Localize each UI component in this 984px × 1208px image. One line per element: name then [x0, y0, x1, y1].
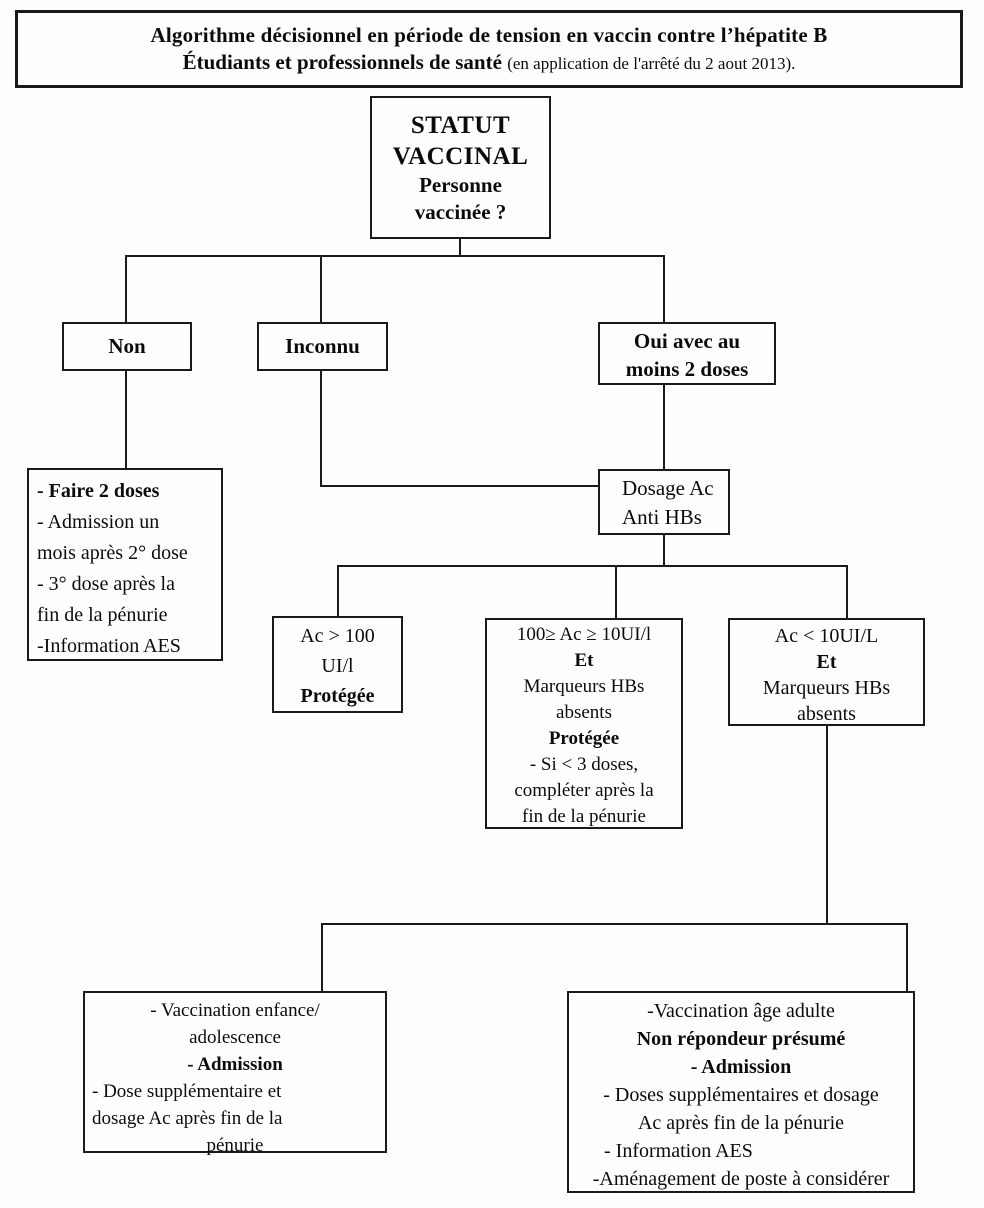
- connector-drop-ac-high: [337, 565, 339, 616]
- node-faire-2-doses: [27, 468, 223, 661]
- node-text: absents: [797, 703, 856, 725]
- node-text: Et: [816, 651, 837, 673]
- title-box: [15, 10, 963, 88]
- node-text: Oui avec au: [633, 329, 741, 353]
- node-dosage-ac-anti-hbs: [598, 469, 730, 535]
- node-text: Anti HBs: [622, 505, 702, 529]
- node-text: STATUT: [410, 112, 511, 139]
- node-text: -Information AES: [37, 635, 181, 657]
- node-text: - Dose supplémentaire et: [92, 1081, 282, 1102]
- connector-inconnu-to-dosage: [320, 485, 600, 487]
- node-text: Personne: [419, 173, 502, 197]
- node-text: VACCINAL: [392, 143, 529, 170]
- page-subtitle: [183, 50, 796, 75]
- node-text: 100≥ Ac ≥ 10UI/l: [516, 624, 652, 645]
- node-text: Non répondeur présumé: [636, 1028, 846, 1050]
- node-vaccination-enfance: [83, 991, 387, 1156]
- connector-level4-hbar: [321, 923, 908, 925]
- connector-drop-ac-mid: [615, 565, 617, 618]
- node-text: - Doses supplémentaires et dosage: [603, 1084, 879, 1106]
- connector-oui-to-dosage: [663, 384, 665, 469]
- node-text: adolescence: [189, 1027, 281, 1048]
- node-text: - 3° dose après la: [37, 573, 175, 595]
- node-inconnu: Inconnu: [257, 322, 388, 371]
- connector-inconnu-down: [320, 370, 322, 487]
- connector-drop-oui: [663, 255, 665, 322]
- node-text: Protégée: [548, 728, 620, 749]
- node-text: moins 2 doses: [625, 357, 749, 381]
- connector-drop-adult: [906, 923, 908, 991]
- node-text: Marqueurs HBs: [762, 677, 891, 699]
- node-text: UI/l: [321, 655, 354, 677]
- connector-drop-non: [125, 255, 127, 322]
- page-title: Algorithme décisionnel en période de tension en vaccin contre l’hépatite B: [150, 23, 828, 47]
- node-text: -Vaccination âge adulte: [647, 1000, 835, 1022]
- node-text: Ac après fin de la pénurie: [637, 1112, 844, 1134]
- node-text: Marqueurs HBs: [523, 676, 645, 697]
- node-text: mois après 2° dose: [37, 542, 188, 564]
- connector-level3-hbar: [337, 565, 848, 567]
- node-text: vaccinée ?: [414, 200, 507, 224]
- node-ac-sup-100: [272, 616, 403, 713]
- node-text: pénurie: [206, 1135, 264, 1156]
- node-non: Non: [62, 322, 192, 371]
- node-text: - Information AES: [604, 1140, 753, 1162]
- node-text: Et: [574, 650, 594, 671]
- node-text: Dosage Ac: [622, 476, 714, 500]
- node-ac-10-100: [485, 618, 683, 829]
- connector-drop-ac-low: [846, 565, 848, 618]
- node-text: compléter après la: [514, 780, 654, 801]
- node-ac-inf-10: [728, 618, 925, 726]
- connector-drop-inconnu: [320, 255, 322, 322]
- node-text: fin de la pénurie: [37, 604, 168, 626]
- node-text: Protégée: [300, 685, 375, 707]
- node-text: - Vaccination enfance/: [150, 1000, 320, 1021]
- node-text: absents: [556, 702, 612, 723]
- connector-level1-hbar: [125, 255, 665, 257]
- node-text: fin de la pénurie: [522, 806, 646, 827]
- node-text: - Si < 3 doses,: [529, 754, 639, 775]
- connector-non-to-faire: [125, 370, 127, 468]
- node-text: Ac < 10UI/L: [774, 625, 879, 647]
- subtitle-parenthetical: (en application de l'arrêté du 2 aout 2013).: [507, 54, 796, 73]
- connector-drop-childhood: [321, 923, 323, 991]
- connector-dosage-stem: [663, 534, 665, 567]
- node-oui-2-doses: [598, 322, 776, 385]
- node-text: - Admission: [690, 1056, 792, 1078]
- node-text: dosage Ac après fin de la: [92, 1108, 283, 1129]
- connector-root-stem: [459, 237, 461, 257]
- subtitle-main: Étudiants et professionnels de santé: [182, 50, 502, 74]
- connector-ac-low-stem: [826, 725, 828, 925]
- node-text: - Admission un: [37, 511, 160, 533]
- node-text: -Aménagement de poste à considérer: [592, 1168, 890, 1190]
- node-statut-vaccinal: [370, 96, 551, 239]
- node-vaccination-adulte: [567, 991, 915, 1193]
- node-text: - Admission: [187, 1054, 283, 1075]
- node-text: Ac > 100: [300, 625, 375, 647]
- node-text: - Faire 2 doses: [37, 480, 160, 502]
